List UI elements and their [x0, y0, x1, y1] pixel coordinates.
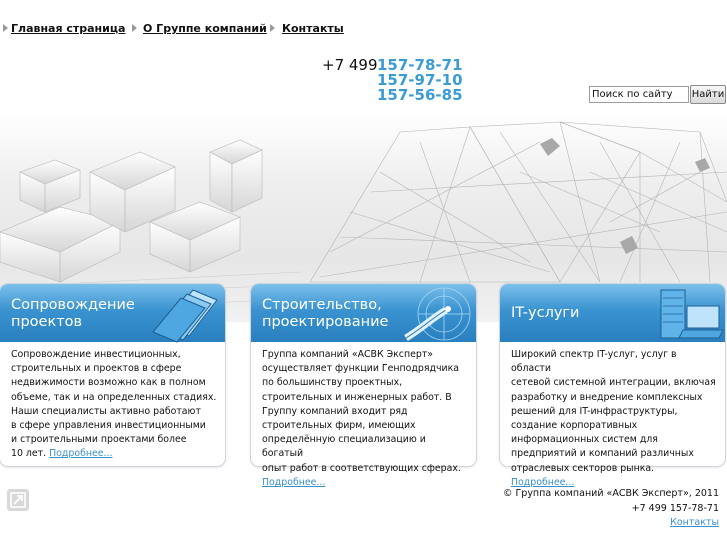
card-text-line: решений для IT-инфраструктуры, — [511, 405, 678, 417]
arrow-right-icon — [3, 24, 8, 32]
card-text-line: сетевой системной интеграции, включая — [511, 377, 716, 389]
read-more-link[interactable]: Подробнее... — [262, 476, 326, 488]
service-card-construction — [251, 284, 476, 488]
card-text-line: строительных фирм, имеющих — [262, 420, 416, 432]
card-text-line: и строительными проектами более — [11, 434, 187, 446]
nav-home-link[interactable]: Главная страница — [11, 22, 126, 35]
card-text-line: Группа компаний «АСВК Эксперт» — [262, 349, 434, 360]
card-text-line: Группу компаний входит ряд — [262, 405, 408, 417]
arrow-right-icon — [270, 24, 275, 32]
nav-about-link[interactable]: О Группе компаний — [143, 22, 267, 35]
card-header — [0, 284, 225, 342]
card-text-line: в сфере управления инвестиционными — [11, 420, 206, 432]
cable-icon — [396, 284, 476, 342]
card-description — [511, 348, 717, 490]
arrow-right-icon — [132, 24, 137, 32]
card-text-line: строительных и проектов в сфере — [11, 363, 182, 375]
phone-number: 157-97-10 — [377, 71, 463, 89]
footer-phone: +7 499 157-78-71 — [631, 503, 719, 514]
service-card-project-support — [0, 284, 225, 466]
footer-contacts-row — [670, 517, 719, 528]
phone-prefix: +7 499 — [322, 56, 378, 74]
card-text-line — [262, 476, 468, 490]
card-text-line — [11, 447, 217, 461]
nav-contacts-link[interactable]: Контакты — [282, 22, 344, 35]
phone-number: 157-56-85 — [377, 86, 463, 104]
card-text-line: строительных и инженерных работ. В — [262, 391, 452, 403]
card-text-line: Сопровождение инвестиционных, — [11, 349, 181, 360]
card-text-fragment: 10 лет. — [11, 448, 47, 460]
card-text-line: Широкий спектр IT-услуг, услуг в области — [511, 349, 677, 375]
card-text-line: осуществляет функции Генподрядчика — [262, 363, 459, 375]
card-text-line: опыт работ в соответствующих сферах. — [262, 462, 461, 474]
card-text-line: определённую специализацию и богатый — [262, 434, 426, 460]
card-title: проектов — [11, 314, 83, 330]
search-input[interactable] — [589, 86, 689, 103]
read-more-link[interactable]: Подробнее... — [511, 476, 575, 488]
search-button[interactable]: Найти — [690, 85, 726, 104]
card-text-line: объеме, так и на определенных стадиях. — [11, 391, 217, 403]
card-text-line: по большинству проектных, — [262, 377, 403, 389]
footer-contacts-link[interactable]: Контакты — [670, 517, 719, 528]
external-link-icon[interactable] — [7, 489, 29, 511]
card-text-line: отраслевых секторов рынка. — [511, 462, 655, 474]
card-text-line: предприятий и компаний различных — [511, 448, 694, 460]
documents-icon — [145, 284, 225, 342]
card-title: проектирование — [262, 314, 389, 330]
card-header — [251, 284, 476, 342]
server-laptop-icon — [645, 284, 725, 342]
service-card-it-services — [500, 284, 725, 488]
card-title: Сопровождение — [11, 297, 135, 313]
card-text-line: разработку и внедрение комплексных — [511, 391, 703, 403]
card-text-line: создание корпоративных — [511, 420, 638, 432]
card-text-line: Наши специалисты активно работают — [11, 405, 201, 417]
external-link-icon-graphic — [7, 489, 29, 511]
read-more-link[interactable]: Подробнее... — [49, 448, 113, 460]
card-text-line: информационных систем для — [511, 434, 658, 446]
footer-copyright: © Группа компаний «АСВК Эксперт», 2011 — [502, 488, 719, 499]
card-header — [500, 284, 725, 342]
card-description — [11, 348, 217, 462]
card-title: Строительство, — [262, 297, 382, 313]
card-description — [262, 348, 468, 490]
phone-number: 157-78-71 — [377, 56, 463, 74]
card-title: IT-услуги — [511, 305, 580, 321]
card-text-line: недвижимости возможно как в полном — [11, 377, 206, 389]
